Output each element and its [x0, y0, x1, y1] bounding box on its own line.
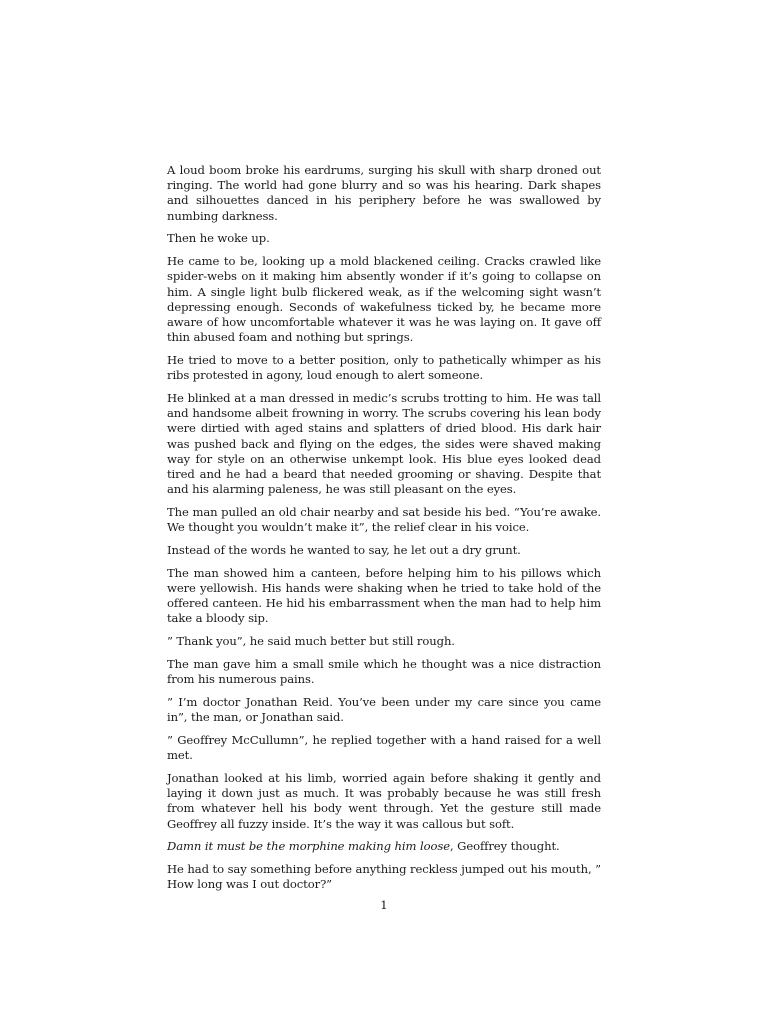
paragraph: He tried to move to a better position, only to pathetically whimper as his ribs protested in agony, loud enough to alert someone.	[167, 353, 601, 383]
paragraph: ” Thank you”, he said much better but still rough.	[167, 634, 455, 649]
paragraph: ” Geoffrey McCullumn”, he replied together with a hand raised for a well met.	[167, 733, 601, 763]
paragraph: Jonathan looked at his limb, worried again before shaking it gently and laying it down just as much. It was probably because he was still fresh from whatever hell his body went through. Yet the gesture still made Geoffrey all fuzzy inside. It’s the way it was callous but soft.	[167, 771, 601, 831]
paragraph: Then he woke up.	[167, 231, 270, 246]
paragraph: The man gave him a small smile which he thought was a nice distraction from his numerous pains.	[167, 657, 601, 687]
paragraph: Instead of the words he wanted to say, he let out a dry grunt.	[167, 543, 521, 558]
thought-rest: , Geoffrey thought.	[449, 839, 560, 854]
paragraph: He came to be, looking up a mold blackened ceiling. Cracks crawled like spider-webs on it making him absently wonder if it’s going to collapse on him. A single light bulb flickered weak, as if the welcoming sight wasn’t depressing enough. Seconds of wakefulness ticked by, he became more aware of how uncomfortable whatever it was he was laying on. It gave off thin abused foam and nothing but springs.	[167, 254, 601, 345]
body-text	[167, 163, 601, 900]
thought-paragraph	[167, 839, 601, 854]
paragraph: ” I’m doctor Jonathan Reid. You’ve been under my care since you came in”, the man, or Jonathan said.	[167, 695, 601, 725]
paragraph: The man showed him a canteen, before helping him to his pillows which were yellowish. His hands were shaking when he tried to take hold of the offered canteen. He hid his embarrassment when the man had to help him take a bloody sip.	[167, 565, 601, 626]
paragraph: He had to say something before anything reckless jumped out his mouth, ” How long was I out doctor?”	[167, 862, 601, 892]
page-number: 1	[380, 898, 388, 912]
paragraph: The man pulled an old chair nearby and sat beside his bed. “You’re awake. We thought you wouldn’t make it”, the relief clear in his voice.	[167, 505, 601, 535]
paragraph: He blinked at a man dressed in medic’s scrubs trotting to him. He was tall and handsome albeit frowning in worry. The scrubs covering his lean body were dirtied with aged stains and splatters of dried blood. His dark hair was pushed back and flying on the edges, the sides were shaved making way for style on an otherwise unkempt look. His blue eyes looked dead tired and he had a beard that needed grooming or shaving. Despite that and his alarming paleness, he was still pleasant on the eyes.	[167, 391, 601, 497]
thought-italic: Damn it must be the morphine making him loose	[167, 839, 450, 854]
paragraph: A loud boom broke his eardrums, surging his skull with sharp droned out ringing. The world had gone blurry and so was his hearing. Dark shapes and silhouettes danced in his periphery before he was swallowed by numbing darkness.	[167, 163, 601, 223]
